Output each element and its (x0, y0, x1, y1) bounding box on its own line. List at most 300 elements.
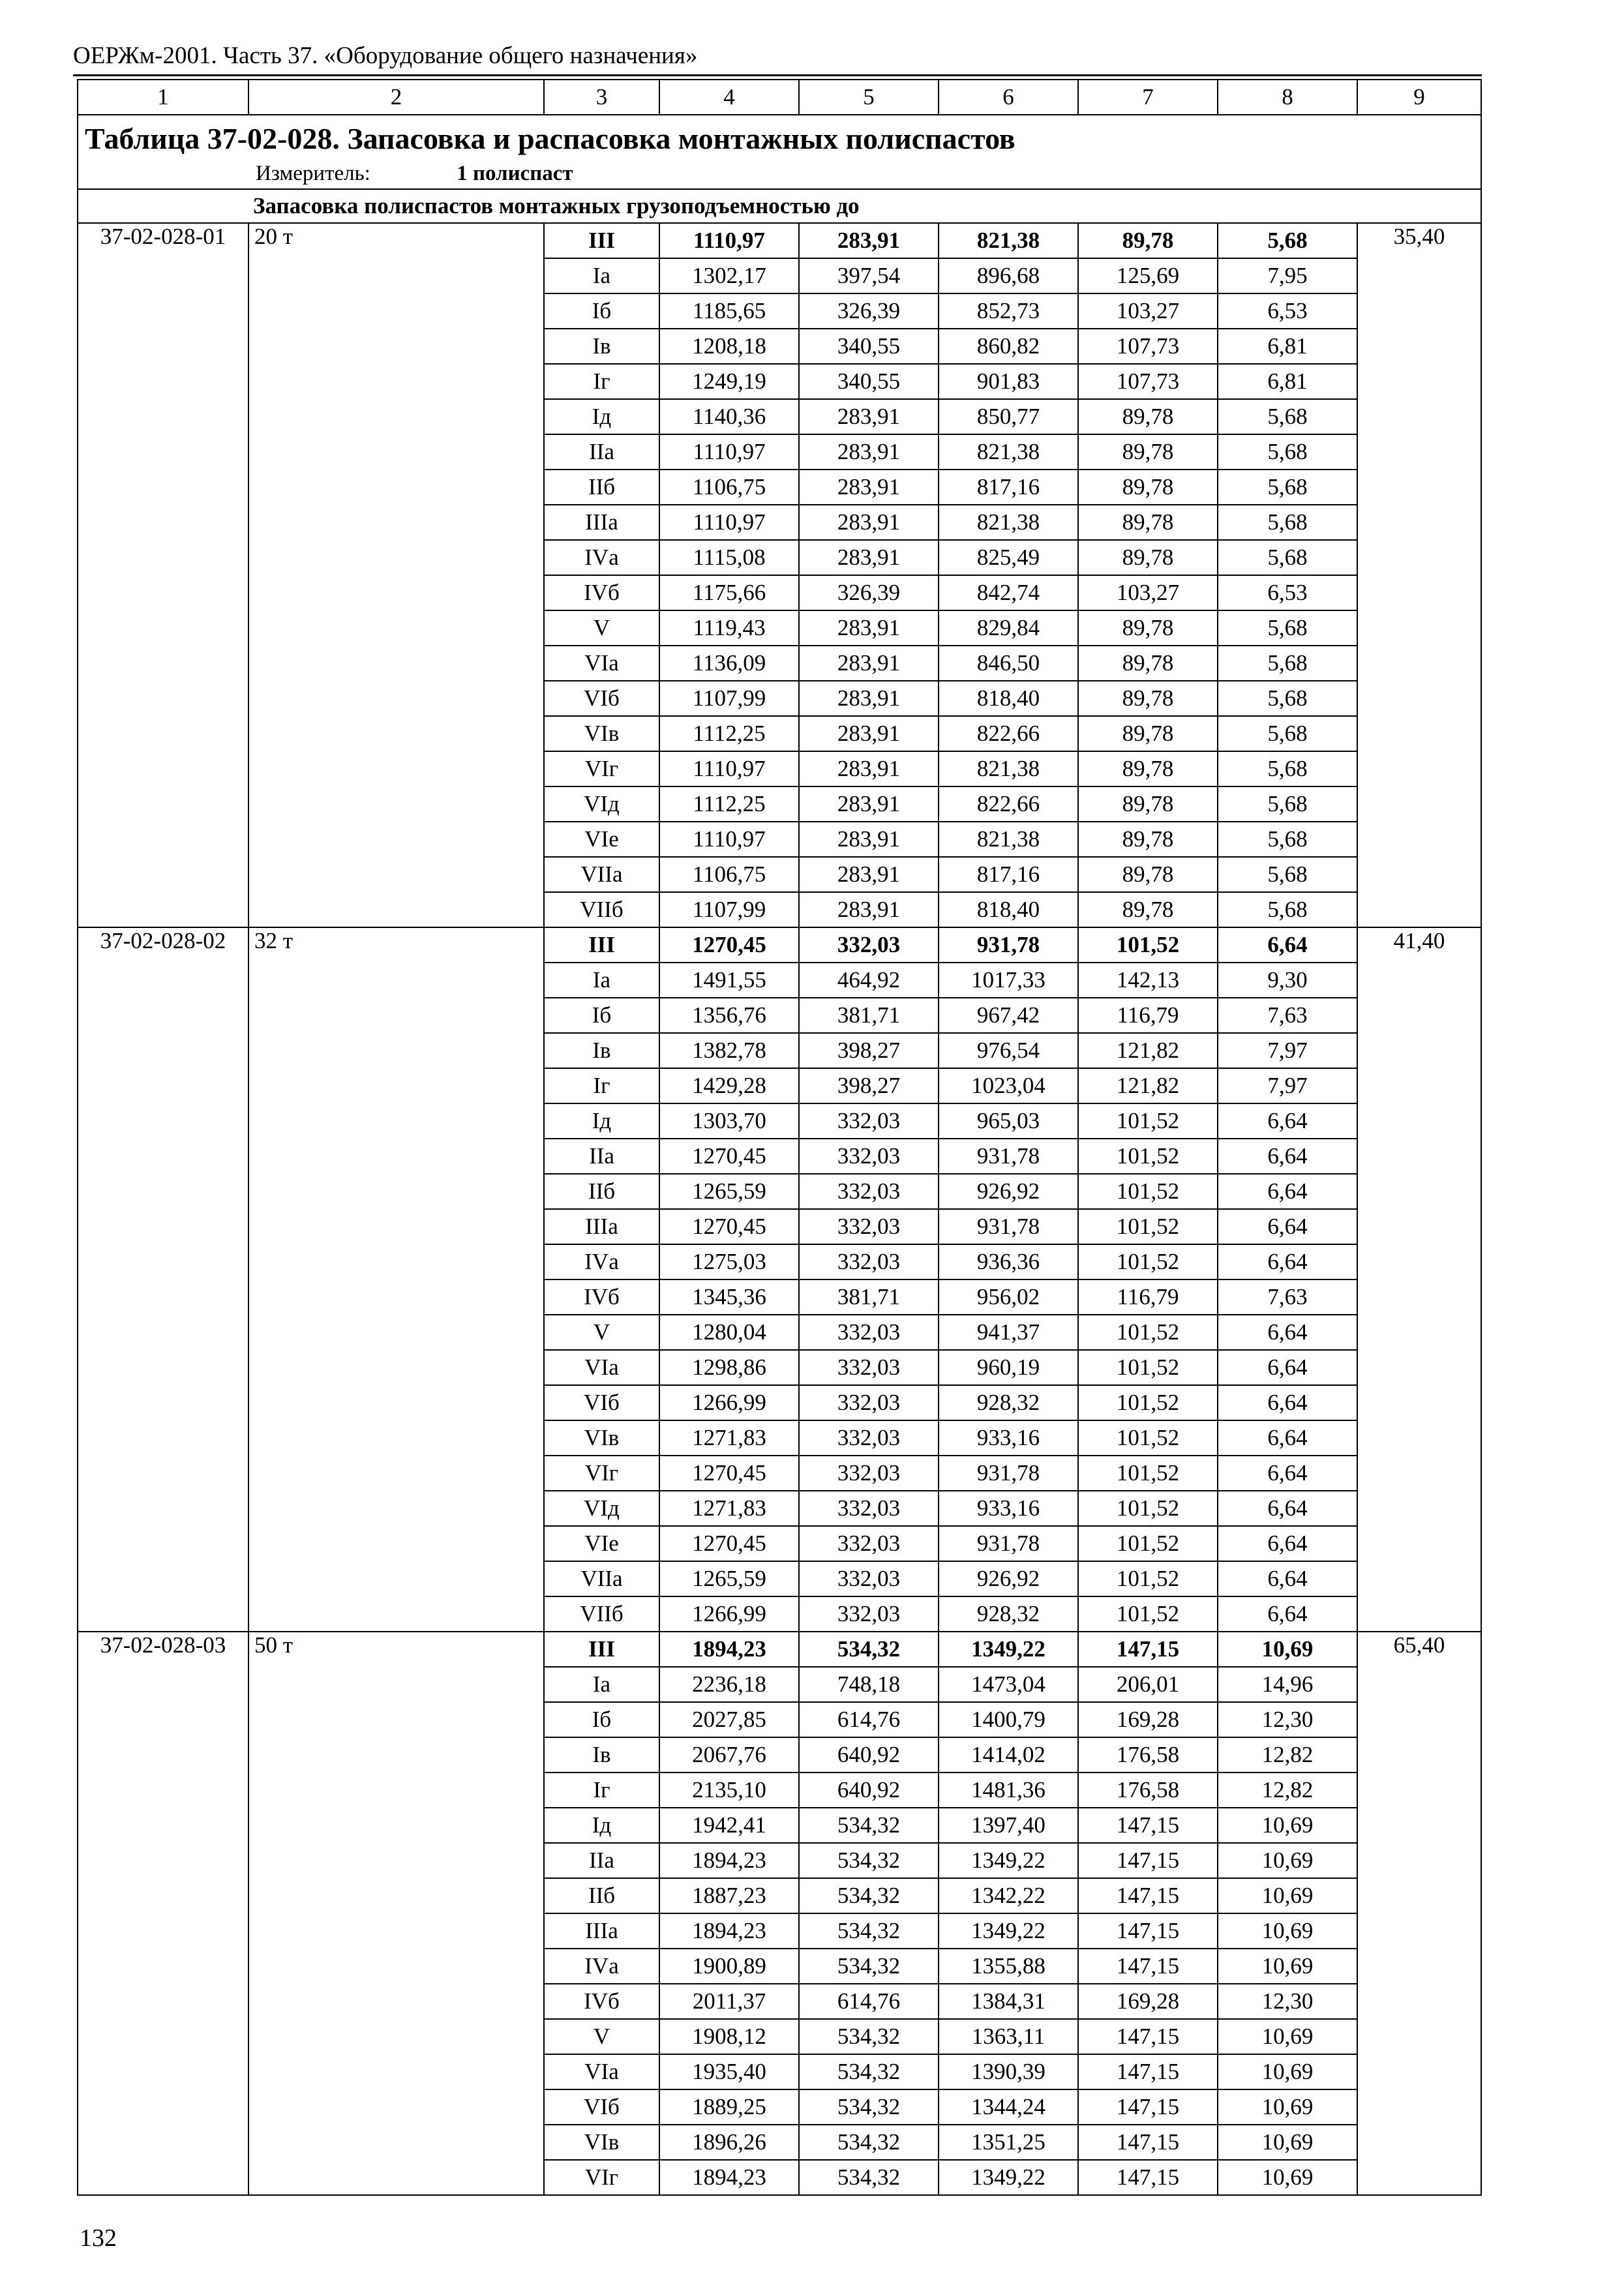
wages: 340,55 (799, 364, 939, 399)
machines: 822,66 (939, 716, 1078, 751)
title-row (78, 115, 1481, 189)
materials: 6,64 (1218, 1385, 1357, 1420)
section-title: Запасовка полиспастов монтажных грузоподъемностью до (78, 189, 1481, 223)
machines: 896,68 (939, 258, 1078, 293)
zone-code: VIг (544, 1456, 659, 1491)
machinist-wages: 121,82 (1078, 1033, 1218, 1068)
zone-code: IIIа (544, 1913, 659, 1949)
measure-line (85, 158, 1481, 188)
column-number: 7 (1078, 80, 1218, 115)
wages: 283,91 (799, 857, 939, 892)
wages: 614,76 (799, 1702, 939, 1737)
total-cost: 1175,66 (659, 575, 799, 610)
measure-label: Измеритель: (256, 162, 370, 185)
wages: 534,32 (799, 1878, 939, 1913)
machinist-wages: 101,52 (1078, 1350, 1218, 1385)
total-cost: 1265,59 (659, 1174, 799, 1209)
materials: 10,69 (1218, 2089, 1357, 2125)
wages: 283,91 (799, 681, 939, 716)
machinist-wages: 89,78 (1078, 892, 1218, 927)
column-number: 5 (799, 80, 939, 115)
machines: 933,16 (939, 1491, 1078, 1526)
total-cost: 1302,17 (659, 258, 799, 293)
total-cost: 1270,45 (659, 1456, 799, 1491)
materials: 5,68 (1218, 857, 1357, 892)
materials: 5,68 (1218, 610, 1357, 646)
materials: 14,96 (1218, 1667, 1357, 1702)
total-cost: 1298,86 (659, 1350, 799, 1385)
machines: 960,19 (939, 1350, 1078, 1385)
machines: 817,16 (939, 857, 1078, 892)
zone-code: VIв (544, 1420, 659, 1456)
machines: 931,78 (939, 1209, 1078, 1244)
total-cost: 2027,85 (659, 1702, 799, 1737)
materials: 6,81 (1218, 364, 1357, 399)
total-cost: 1345,36 (659, 1279, 799, 1315)
wages: 332,03 (799, 1103, 939, 1139)
materials: 6,64 (1218, 1139, 1357, 1174)
materials: 10,69 (1218, 2160, 1357, 2195)
wages: 398,27 (799, 1033, 939, 1068)
total-cost: 1908,12 (659, 2019, 799, 2054)
total-cost: 1889,25 (659, 2089, 799, 2125)
wages: 534,32 (799, 2019, 939, 2054)
total-cost: 1107,99 (659, 681, 799, 716)
machinist-wages: 89,78 (1078, 857, 1218, 892)
wages: 283,91 (799, 716, 939, 751)
total-cost: 1110,97 (659, 434, 799, 470)
zone-code: V (544, 1315, 659, 1350)
wages: 332,03 (799, 1561, 939, 1596)
zone-code: Iа (544, 258, 659, 293)
machinist-wages: 89,78 (1078, 822, 1218, 857)
machinist-wages: 101,52 (1078, 1456, 1218, 1491)
total-cost: 1119,43 (659, 610, 799, 646)
total-cost: 1271,83 (659, 1491, 799, 1526)
machinist-wages: 121,82 (1078, 1068, 1218, 1103)
materials: 5,68 (1218, 892, 1357, 927)
zone-code: VIб (544, 2089, 659, 2125)
materials: 10,69 (1218, 1808, 1357, 1843)
machinist-wages: 147,15 (1078, 1808, 1218, 1843)
zone-code: VIд (544, 1491, 659, 1526)
machines: 933,16 (939, 1420, 1078, 1456)
machinist-wages: 89,78 (1078, 399, 1218, 434)
machines: 1473,04 (939, 1667, 1078, 1702)
wages: 397,54 (799, 258, 939, 293)
zone-code: IVа (544, 540, 659, 575)
zone-code: Iб (544, 293, 659, 329)
page-number: 132 (80, 2224, 117, 2252)
materials: 6,64 (1218, 1350, 1357, 1385)
machinist-wages: 101,52 (1078, 1385, 1218, 1420)
machines: 1349,22 (939, 1632, 1078, 1667)
machines: 1349,22 (939, 1843, 1078, 1878)
machines: 931,78 (939, 1139, 1078, 1174)
wages: 748,18 (799, 1667, 939, 1702)
materials: 6,64 (1218, 1561, 1357, 1596)
zone-code: V (544, 610, 659, 646)
zone-code: VIа (544, 1350, 659, 1385)
materials: 7,97 (1218, 1068, 1357, 1103)
materials: 5,68 (1218, 223, 1357, 258)
materials: 6,81 (1218, 329, 1357, 364)
materials: 6,64 (1218, 1526, 1357, 1561)
total-cost: 1106,75 (659, 857, 799, 892)
labor-hours: 41,40 (1357, 927, 1481, 1632)
materials: 6,64 (1218, 1491, 1357, 1526)
total-cost: 2067,76 (659, 1737, 799, 1773)
machinist-wages: 101,52 (1078, 1244, 1218, 1279)
zone-code: Iв (544, 1737, 659, 1773)
machines: 852,73 (939, 293, 1078, 329)
materials: 6,53 (1218, 293, 1357, 329)
zone-code: IIа (544, 1139, 659, 1174)
table-row (78, 223, 1481, 258)
materials: 10,69 (1218, 2125, 1357, 2160)
machinist-wages: 169,28 (1078, 1984, 1218, 2019)
title-cell (78, 115, 1481, 189)
materials: 5,68 (1218, 646, 1357, 681)
wages: 283,91 (799, 610, 939, 646)
machines: 1481,36 (939, 1773, 1078, 1808)
zone-code: VIа (544, 2054, 659, 2089)
machines: 1017,33 (939, 963, 1078, 998)
total-cost: 1900,89 (659, 1949, 799, 1984)
machines: 931,78 (939, 927, 1078, 963)
materials: 5,68 (1218, 786, 1357, 822)
materials: 9,30 (1218, 963, 1357, 998)
total-cost: 1110,97 (659, 822, 799, 857)
wages: 534,32 (799, 1632, 939, 1667)
materials: 10,69 (1218, 1632, 1357, 1667)
wages: 381,71 (799, 998, 939, 1033)
column-number: 1 (78, 80, 248, 115)
column-number: 4 (659, 80, 799, 115)
machines: 822,66 (939, 786, 1078, 822)
materials: 5,68 (1218, 505, 1357, 540)
wages: 283,91 (799, 434, 939, 470)
materials: 12,82 (1218, 1773, 1357, 1808)
column-number: 6 (939, 80, 1078, 115)
zone-code: Iв (544, 329, 659, 364)
machinist-wages: 176,58 (1078, 1737, 1218, 1773)
total-cost: 1894,23 (659, 2160, 799, 2195)
machinist-wages: 206,01 (1078, 1667, 1218, 1702)
total-cost: 1894,23 (659, 1843, 799, 1878)
total-cost: 1270,45 (659, 1139, 799, 1174)
zone-code: IIб (544, 470, 659, 505)
zone-code: VIд (544, 786, 659, 822)
zone-code: Iа (544, 1667, 659, 1702)
zone-code: VIб (544, 681, 659, 716)
wages: 283,91 (799, 646, 939, 681)
machines: 976,54 (939, 1033, 1078, 1068)
machinist-wages: 116,79 (1078, 1279, 1218, 1315)
zone-code: III (544, 223, 659, 258)
machinist-wages: 101,52 (1078, 1561, 1218, 1596)
machines: 901,83 (939, 364, 1078, 399)
wages: 534,32 (799, 2160, 939, 2195)
table-row (78, 927, 1481, 963)
materials: 7,63 (1218, 1279, 1357, 1315)
total-cost: 2011,37 (659, 1984, 799, 2019)
wages: 283,91 (799, 540, 939, 575)
rates-table (77, 79, 1482, 2196)
machinist-wages: 89,78 (1078, 223, 1218, 258)
materials: 6,64 (1218, 1596, 1357, 1632)
total-cost: 1894,23 (659, 1913, 799, 1949)
machinist-wages: 89,78 (1078, 540, 1218, 575)
machines: 926,92 (939, 1561, 1078, 1596)
total-cost: 1491,55 (659, 963, 799, 998)
wages: 332,03 (799, 927, 939, 963)
machines: 818,40 (939, 892, 1078, 927)
machines: 1349,22 (939, 1913, 1078, 1949)
total-cost: 1249,19 (659, 364, 799, 399)
zone-code: VIIа (544, 857, 659, 892)
labor-hours: 65,40 (1357, 1632, 1481, 2195)
total-cost: 2135,10 (659, 1773, 799, 1808)
zone-code: IIа (544, 434, 659, 470)
wages: 534,32 (799, 2089, 939, 2125)
machinist-wages: 147,15 (1078, 1878, 1218, 1913)
machines: 967,42 (939, 998, 1078, 1033)
total-cost: 1270,45 (659, 1526, 799, 1561)
wages: 332,03 (799, 1526, 939, 1561)
wages: 534,32 (799, 2054, 939, 2089)
table-title: Таблица 37-02-028. Запасовка и распасовка монтажных полиспастов (85, 122, 1015, 155)
machinist-wages: 101,52 (1078, 927, 1218, 963)
machines: 941,37 (939, 1315, 1078, 1350)
wages: 283,91 (799, 470, 939, 505)
machines: 1390,39 (939, 2054, 1078, 2089)
total-cost: 1896,26 (659, 2125, 799, 2160)
materials: 10,69 (1218, 1878, 1357, 1913)
wages: 332,03 (799, 1174, 939, 1209)
total-cost: 1265,59 (659, 1561, 799, 1596)
machines: 829,84 (939, 610, 1078, 646)
header-rule (73, 74, 1482, 76)
zone-code: IVа (544, 1949, 659, 1984)
machines: 965,03 (939, 1103, 1078, 1139)
machines: 928,32 (939, 1596, 1078, 1632)
zone-code: Iб (544, 1702, 659, 1737)
total-cost: 1935,40 (659, 2054, 799, 2089)
machines: 850,77 (939, 399, 1078, 434)
wages: 283,91 (799, 892, 939, 927)
zone-code: VIIб (544, 1596, 659, 1632)
machines: 842,74 (939, 575, 1078, 610)
machinist-wages: 147,15 (1078, 2160, 1218, 2195)
total-cost: 1110,97 (659, 505, 799, 540)
total-cost: 1275,03 (659, 1244, 799, 1279)
machinist-wages: 125,69 (1078, 258, 1218, 293)
wages: 332,03 (799, 1385, 939, 1420)
table-body (78, 80, 1481, 2195)
zone-code: VIб (544, 1385, 659, 1420)
column-number: 2 (248, 80, 544, 115)
machinist-wages: 89,78 (1078, 681, 1218, 716)
zone-code: VIе (544, 822, 659, 857)
materials: 5,68 (1218, 822, 1357, 857)
machinist-wages: 101,52 (1078, 1103, 1218, 1139)
machinist-wages: 89,78 (1078, 505, 1218, 540)
labor-hours: 35,40 (1357, 223, 1481, 927)
total-cost: 1136,09 (659, 646, 799, 681)
zone-code: V (544, 2019, 659, 2054)
wages: 398,27 (799, 1068, 939, 1103)
rate-code: 37-02-028-02 (78, 927, 248, 1632)
machines: 928,32 (939, 1385, 1078, 1420)
machines: 1414,02 (939, 1737, 1078, 1773)
total-cost: 1110,97 (659, 223, 799, 258)
materials: 6,64 (1218, 1315, 1357, 1350)
materials: 5,68 (1218, 681, 1357, 716)
rate-code: 37-02-028-03 (78, 1632, 248, 2195)
zone-code: III (544, 927, 659, 963)
zone-code: IVб (544, 575, 659, 610)
machines: 1397,40 (939, 1808, 1078, 1843)
zone-code: VIIа (544, 1561, 659, 1596)
total-cost: 1942,41 (659, 1808, 799, 1843)
machines: 956,02 (939, 1279, 1078, 1315)
zone-code: IIIа (544, 1209, 659, 1244)
total-cost: 1140,36 (659, 399, 799, 434)
machinist-wages: 89,78 (1078, 470, 1218, 505)
machines: 818,40 (939, 681, 1078, 716)
table-row (78, 1632, 1481, 1667)
zone-code: Iг (544, 1068, 659, 1103)
materials: 12,82 (1218, 1737, 1357, 1773)
machinist-wages: 147,15 (1078, 2054, 1218, 2089)
wages: 332,03 (799, 1456, 939, 1491)
machinist-wages: 176,58 (1078, 1773, 1218, 1808)
zone-code: IVб (544, 1279, 659, 1315)
machinist-wages: 142,13 (1078, 963, 1218, 998)
machines: 860,82 (939, 329, 1078, 364)
machinist-wages: 107,73 (1078, 329, 1218, 364)
total-cost: 1266,99 (659, 1596, 799, 1632)
machinist-wages: 147,15 (1078, 1913, 1218, 1949)
materials: 5,68 (1218, 399, 1357, 434)
wages: 640,92 (799, 1737, 939, 1773)
materials: 10,69 (1218, 2019, 1357, 2054)
zone-code: Iд (544, 399, 659, 434)
materials: 6,64 (1218, 1209, 1357, 1244)
machines: 936,36 (939, 1244, 1078, 1279)
machinist-wages: 147,15 (1078, 1949, 1218, 1984)
machinist-wages: 103,27 (1078, 575, 1218, 610)
machines: 1342,22 (939, 1878, 1078, 1913)
wages: 283,91 (799, 223, 939, 258)
wages: 332,03 (799, 1491, 939, 1526)
section-row (78, 189, 1481, 223)
page-header: ОЕРЖм-2001. Часть 37. «Оборудование общего назначения» (73, 42, 698, 69)
wages: 332,03 (799, 1209, 939, 1244)
materials: 6,64 (1218, 1244, 1357, 1279)
total-cost: 1110,97 (659, 751, 799, 786)
machinist-wages: 107,73 (1078, 364, 1218, 399)
wages: 614,76 (799, 1984, 939, 2019)
machinist-wages: 103,27 (1078, 293, 1218, 329)
zone-code: VIв (544, 716, 659, 751)
machines: 817,16 (939, 470, 1078, 505)
machines: 1349,22 (939, 2160, 1078, 2195)
wages: 534,32 (799, 1949, 939, 1984)
total-cost: 1208,18 (659, 329, 799, 364)
machinist-wages: 89,78 (1078, 434, 1218, 470)
total-cost: 1894,23 (659, 1632, 799, 1667)
materials: 6,53 (1218, 575, 1357, 610)
materials: 7,95 (1218, 258, 1357, 293)
materials: 10,69 (1218, 1949, 1357, 1984)
machinist-wages: 89,78 (1078, 716, 1218, 751)
column-number: 9 (1357, 80, 1481, 115)
materials: 7,63 (1218, 998, 1357, 1033)
materials: 10,69 (1218, 1843, 1357, 1878)
wages: 534,32 (799, 1808, 939, 1843)
wages: 332,03 (799, 1139, 939, 1174)
machinist-wages: 101,52 (1078, 1420, 1218, 1456)
wages: 332,03 (799, 1315, 939, 1350)
wages: 381,71 (799, 1279, 939, 1315)
machinist-wages: 169,28 (1078, 1702, 1218, 1737)
materials: 12,30 (1218, 1702, 1357, 1737)
zone-code: VIг (544, 751, 659, 786)
machines: 821,38 (939, 434, 1078, 470)
wages: 534,32 (799, 2125, 939, 2160)
materials: 10,69 (1218, 2054, 1357, 2089)
zone-code: VIе (544, 1526, 659, 1561)
machinist-wages: 101,52 (1078, 1596, 1218, 1632)
wages: 326,39 (799, 575, 939, 610)
machines: 821,38 (939, 822, 1078, 857)
wages: 332,03 (799, 1596, 939, 1632)
materials: 5,68 (1218, 540, 1357, 575)
materials: 5,68 (1218, 470, 1357, 505)
machinist-wages: 89,78 (1078, 610, 1218, 646)
zone-code: VIг (544, 2160, 659, 2195)
wages: 332,03 (799, 1420, 939, 1456)
machines: 1355,88 (939, 1949, 1078, 1984)
machines: 1023,04 (939, 1068, 1078, 1103)
machines: 821,38 (939, 223, 1078, 258)
wages: 283,91 (799, 786, 939, 822)
total-cost: 1112,25 (659, 716, 799, 751)
zone-code: IIIа (544, 505, 659, 540)
total-cost: 1280,04 (659, 1315, 799, 1350)
machinist-wages: 89,78 (1078, 786, 1218, 822)
machinist-wages: 147,15 (1078, 2125, 1218, 2160)
zone-code: Iг (544, 1773, 659, 1808)
zone-code: Iб (544, 998, 659, 1033)
machinist-wages: 89,78 (1078, 646, 1218, 681)
materials: 6,64 (1218, 1174, 1357, 1209)
total-cost: 1270,45 (659, 927, 799, 963)
machines: 931,78 (939, 1526, 1078, 1561)
total-cost: 1115,08 (659, 540, 799, 575)
zone-code: Iд (544, 1808, 659, 1843)
machinist-wages: 147,15 (1078, 2019, 1218, 2054)
wages: 326,39 (799, 293, 939, 329)
total-cost: 1270,45 (659, 1209, 799, 1244)
materials: 7,97 (1218, 1033, 1357, 1068)
machines: 1400,79 (939, 1702, 1078, 1737)
wages: 534,32 (799, 1843, 939, 1878)
wages: 332,03 (799, 1244, 939, 1279)
rate-name: 32 т (248, 927, 544, 1632)
